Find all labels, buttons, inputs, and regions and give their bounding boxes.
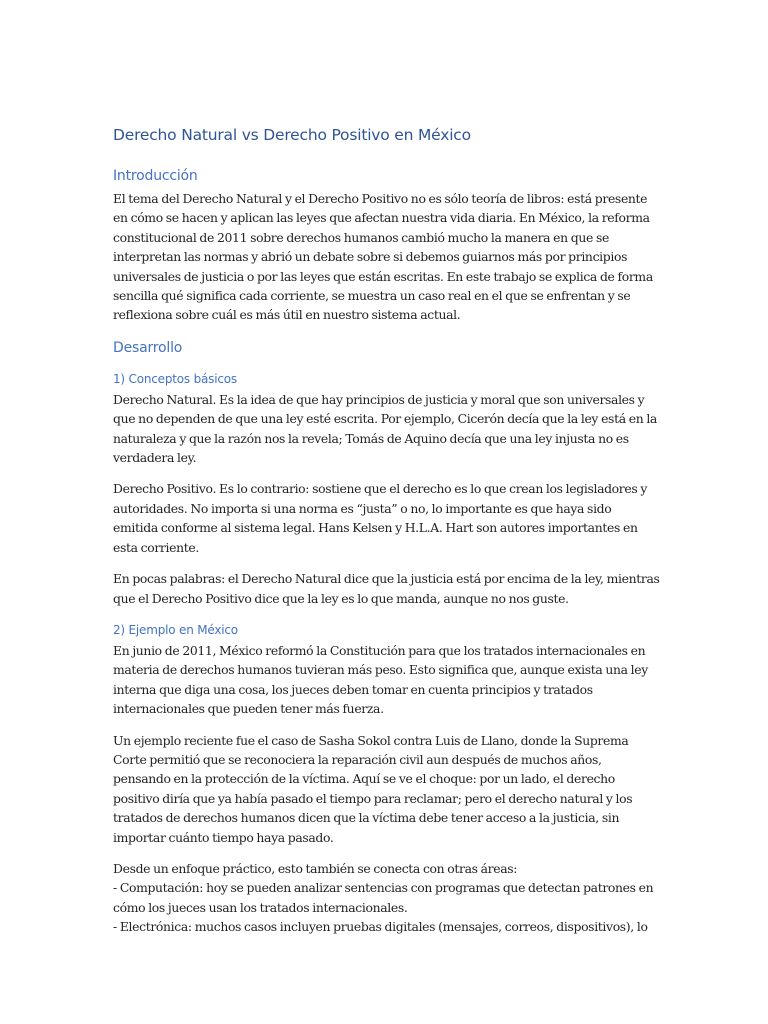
text-line: En pocas palabras: el Derecho Natural dice que la justicia está por encima de la ley, mientras bbox=[113, 571, 660, 587]
text-line: naturaleza y que la razón nos la revela; Tomás de Aquino decía que una ley injusta no es bbox=[113, 430, 629, 446]
text-line: Un ejemplo reciente fue el caso de Sasha Sokol contra Luis de Llano, donde la Suprema bbox=[113, 732, 629, 748]
heading-ejemplo-mexico: 2) Ejemplo en México bbox=[113, 622, 238, 637]
text-line: autoridades. No importa si una norma es “justa” o no, lo importante es que haya sido bbox=[113, 500, 612, 516]
paragraph-introduccion bbox=[113, 189, 653, 325]
text-line: Desde un enfoque práctico, esto también se conecta con otras áreas: bbox=[113, 860, 518, 876]
heading-desarrollo: Desarrollo bbox=[113, 339, 183, 356]
text-line: Derecho Positivo. Es lo contrario: sostiene que el derecho es lo que crean los legisladores y bbox=[113, 481, 647, 497]
text-line: verdadera ley. bbox=[113, 450, 197, 466]
paragraph-caso-sokol bbox=[113, 731, 653, 847]
text-line: reflexiona sobre cuál es más útil en nuestro sistema actual. bbox=[113, 307, 461, 323]
paragraph-resumen bbox=[113, 569, 660, 608]
text-line: pensando en la protección de la víctima. Aquí se ve el choque: por un lado, el derecho bbox=[113, 771, 615, 787]
text-line: En junio de 2011, México reformó la Constitución para que los tratados internacionales en bbox=[113, 642, 646, 658]
paragraph-enfoque-practico bbox=[113, 859, 653, 937]
text-line: emitida conforme al sistema legal. Hans Kelsen y H.L.A. Hart son autores importantes en bbox=[113, 520, 638, 536]
document-title: Derecho Natural vs Derecho Positivo en México bbox=[113, 126, 471, 144]
text-line: tratados de derechos humanos dicen que la víctima debe tener acceso a la justicia, sin bbox=[113, 810, 620, 826]
list-item-computacion: - Computación: hoy se pueden analizar sentencias con programas que detectan patrones en bbox=[113, 880, 654, 896]
heading-conceptos-basicos: 1) Conceptos básicos bbox=[113, 371, 237, 386]
text-line: esta corriente. bbox=[113, 539, 199, 555]
text-line: Derecho Natural. Es la idea de que hay principios de justicia y moral que son universales y bbox=[113, 391, 645, 407]
list-item-electronica: - Electrónica: muchos casos incluyen pruebas digitales (mensajes, correos, dispositivos), lo bbox=[113, 919, 648, 935]
text-line: que no dependen de que una ley esté escrita. Por ejemplo, Cicerón decía que la ley está en la bbox=[113, 411, 657, 427]
text-line: que el Derecho Positivo dice que la ley es lo que manda, aunque no nos guste. bbox=[113, 590, 569, 606]
text-line: universales de justicia o por las leyes que están escritas. En este trabajo se explica de forma bbox=[113, 268, 653, 284]
text-line: cómo los jueces usan los tratados internacionales. bbox=[113, 899, 408, 915]
paragraph-reforma-2011 bbox=[113, 641, 653, 719]
text-line: materia de derechos humanos tuvieran más peso. Esto significa que, aunque exista una ley bbox=[113, 662, 648, 678]
paragraph-derecho-natural bbox=[113, 390, 657, 468]
text-line: internacionales que pueden tener más fuerza. bbox=[113, 701, 384, 717]
paragraph-derecho-positivo bbox=[113, 479, 653, 557]
text-line: Corte permitió que se reconociera la reparación civil aun después de muchos años, bbox=[113, 751, 602, 767]
text-line: interpretan las normas y abrió un debate sobre si debemos guiarnos más por principios bbox=[113, 249, 628, 265]
text-line: interna que diga una cosa, los jueces deben tomar en cuenta principios y tratados bbox=[113, 681, 593, 697]
text-line: positivo diría que ya había pasado el tiempo para reclamar; pero el derecho natural y los bbox=[113, 790, 633, 806]
text-line: constitucional de 2011 sobre derechos humanos cambió mucho la manera en que se bbox=[113, 229, 609, 245]
text-line: El tema del Derecho Natural y el Derecho Positivo no es sólo teoría de libros: está presente bbox=[113, 191, 648, 206]
text-line: importar cuánto tiempo haya pasado. bbox=[113, 829, 334, 845]
heading-introduccion: Introducción bbox=[113, 168, 198, 184]
document-body bbox=[113, 124, 660, 949]
text-line: sencilla qué significa cada corriente, se muestra un caso real en el que se enfrentan y se bbox=[113, 288, 631, 304]
text-line: en cómo se hacen y aplican las leyes que afectan nuestra vida diaria. En México, la reforma bbox=[113, 210, 650, 226]
